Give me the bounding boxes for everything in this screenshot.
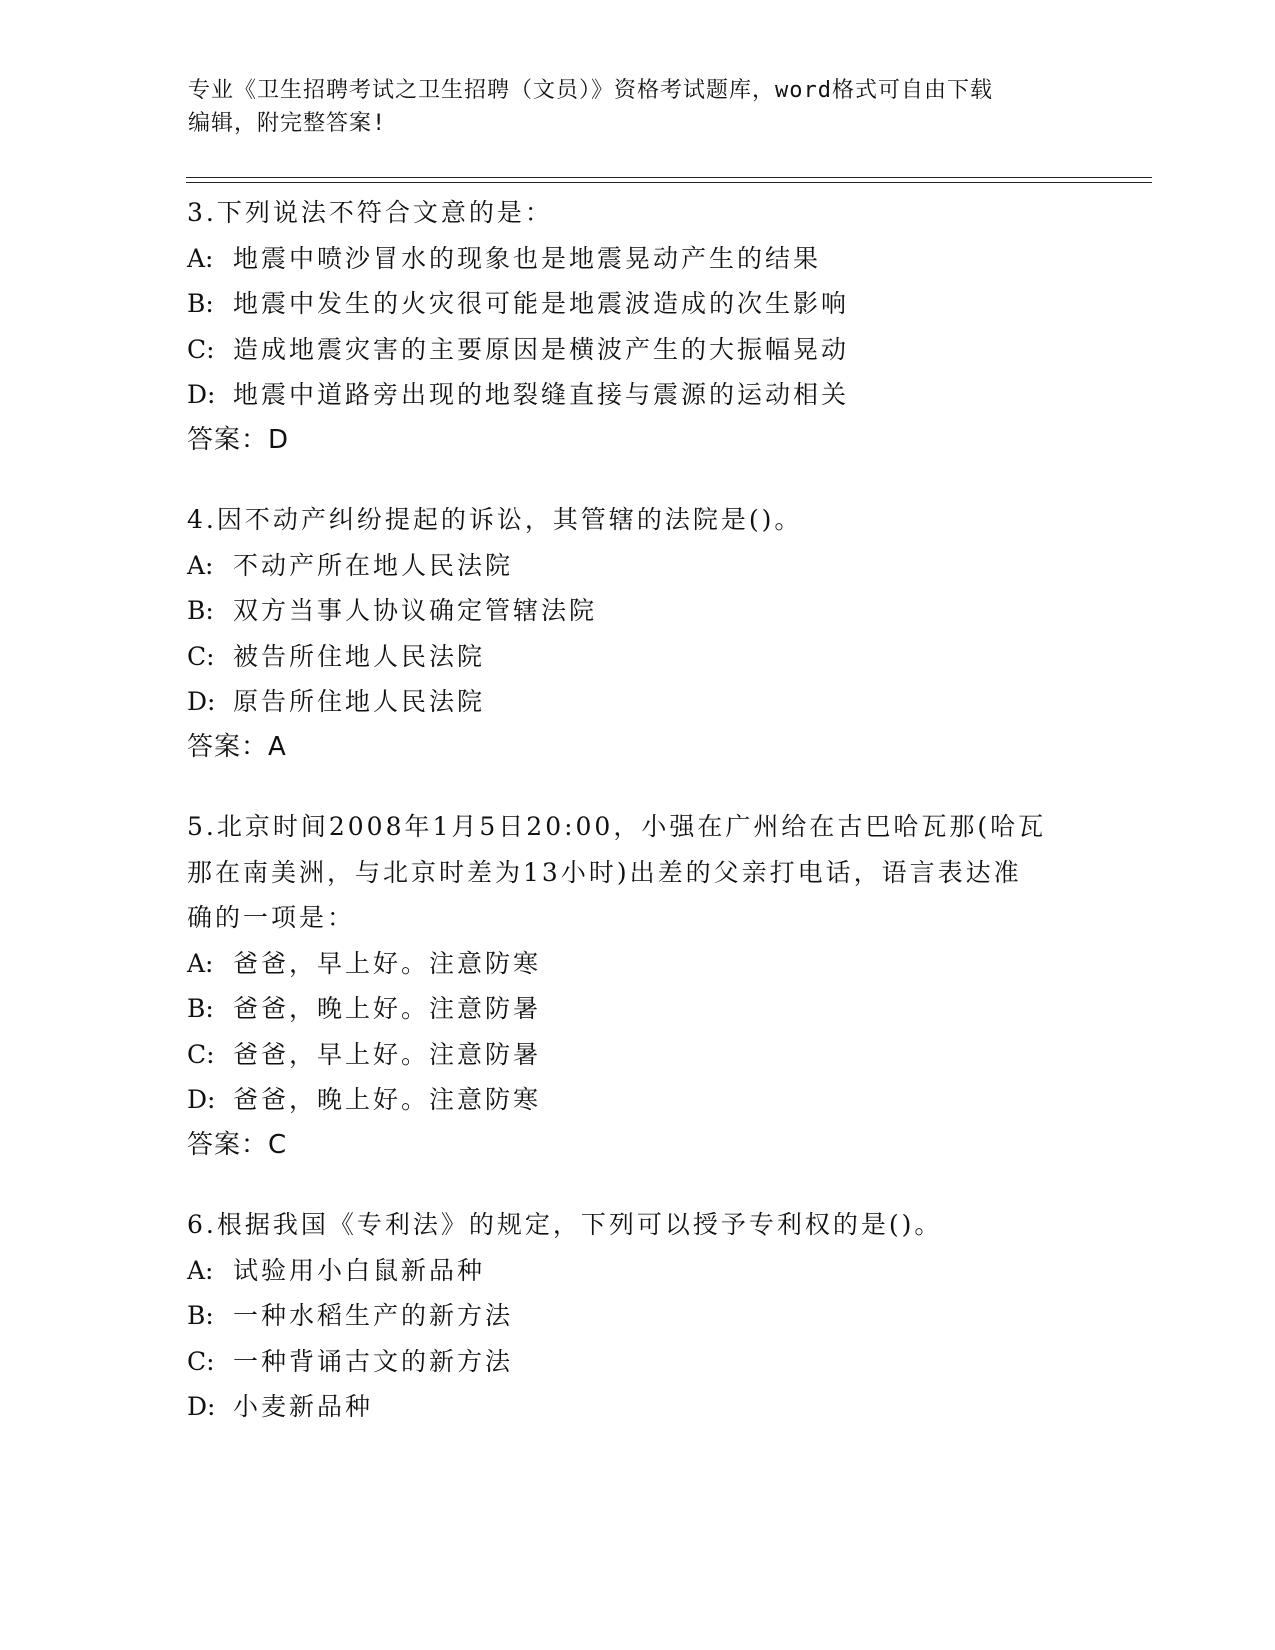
option-letter: A: <box>187 550 214 580</box>
option-c <box>187 1339 1147 1385</box>
option-text: 试验用小白鼠新品种 <box>233 1255 486 1285</box>
option-text: 地震中道路旁出现的地裂缝直接与震源的运动相关 <box>233 380 850 409</box>
option-b <box>187 281 1147 327</box>
question-stem: 4.因不动产纠纷提起的诉讼，其管辖的法院是()。 <box>187 505 803 534</box>
question-5 <box>187 804 1147 1168</box>
question-stem: 3.下列说法不符合文意的是： <box>187 198 553 227</box>
option-c <box>187 327 1147 373</box>
option-text: 爸爸，早上好。注意防暑 <box>233 1039 542 1069</box>
question-stem-line-1: 5.北京时间2008年1月5日20:00，小强在广州给在古巴哈瓦那(哈瓦 <box>187 812 1047 841</box>
option-a <box>187 543 1147 589</box>
question-stem: 6.根据我国《专利法》的规定，下列可以授予专利权的是()。 <box>187 1210 943 1239</box>
option-text: 爸爸，晚上好。注意防暑 <box>233 994 542 1023</box>
option-c <box>187 1032 1147 1078</box>
option-letter: C: <box>187 1346 215 1376</box>
option-text: 原告所住地人民法院 <box>233 687 486 716</box>
option-b <box>187 588 1147 634</box>
option-letter: C: <box>187 334 215 364</box>
option-d <box>187 372 1147 418</box>
option-text: 一种背诵古文的新方法 <box>233 1346 514 1376</box>
option-text: 一种水稻生产的新方法 <box>233 1301 514 1330</box>
option-letter: D: <box>187 687 216 716</box>
option-letter: B: <box>187 289 214 318</box>
option-d <box>187 1384 1147 1430</box>
option-d <box>187 1077 1147 1123</box>
option-letter: B: <box>187 596 214 625</box>
answer-line: 答案：D <box>187 424 290 455</box>
option-text: 不动产所在地人民法院 <box>233 550 514 580</box>
option-text: 地震中喷沙冒水的现象也是地震晃动产生的结果 <box>233 243 822 273</box>
answer-line: 答案：C <box>187 1129 288 1160</box>
option-text: 小麦新品种 <box>233 1392 374 1421</box>
option-letter: A: <box>187 948 214 978</box>
option-text: 地震中发生的火灾很可能是地震波造成的次生影响 <box>233 289 850 318</box>
header-line-2: 编辑，附完整答案! <box>188 111 387 136</box>
question-6 <box>187 1202 1147 1430</box>
question-stem-line-3: 确的一项是： <box>187 903 356 932</box>
option-c <box>187 634 1147 680</box>
option-a <box>187 941 1147 987</box>
document-header <box>188 74 1068 140</box>
question-list <box>187 190 1147 1464</box>
answer-line: 答案：A <box>187 731 287 762</box>
option-letter: D: <box>187 380 216 409</box>
option-a <box>187 236 1147 282</box>
question-4 <box>187 497 1147 770</box>
question-stem-line-2: 那在南美洲，与北京时差为13小时)出差的父亲打电话，语言表达准 <box>187 857 1022 887</box>
option-b <box>187 986 1147 1032</box>
option-b <box>187 1293 1147 1339</box>
header-line-1: 专业《卫生招聘考试之卫生招聘（文员）》资格考试题库，word格式可自由下载 <box>188 78 993 103</box>
option-text: 爸爸，早上好。注意防寒 <box>233 948 542 978</box>
option-letter: C: <box>187 641 215 671</box>
option-letter: D: <box>187 1392 216 1421</box>
option-text: 造成地震灾害的主要原因是横波产生的大振幅晃动 <box>233 334 850 364</box>
option-letter: B: <box>187 1301 214 1330</box>
option-letter: C: <box>187 1039 215 1069</box>
option-letter: B: <box>187 994 214 1023</box>
option-letter: A: <box>187 243 214 273</box>
option-letter: A: <box>187 1255 214 1285</box>
option-text: 爸爸，晚上好。注意防寒 <box>233 1085 542 1114</box>
option-a <box>187 1248 1147 1294</box>
header-divider-bottom <box>186 182 1152 183</box>
option-letter: D: <box>187 1085 216 1114</box>
question-3 <box>187 190 1147 463</box>
option-text: 被告所住地人民法院 <box>233 641 486 671</box>
option-d <box>187 679 1147 725</box>
option-text: 双方当事人协议确定管辖法院 <box>233 596 598 625</box>
header-divider-top <box>186 177 1152 178</box>
